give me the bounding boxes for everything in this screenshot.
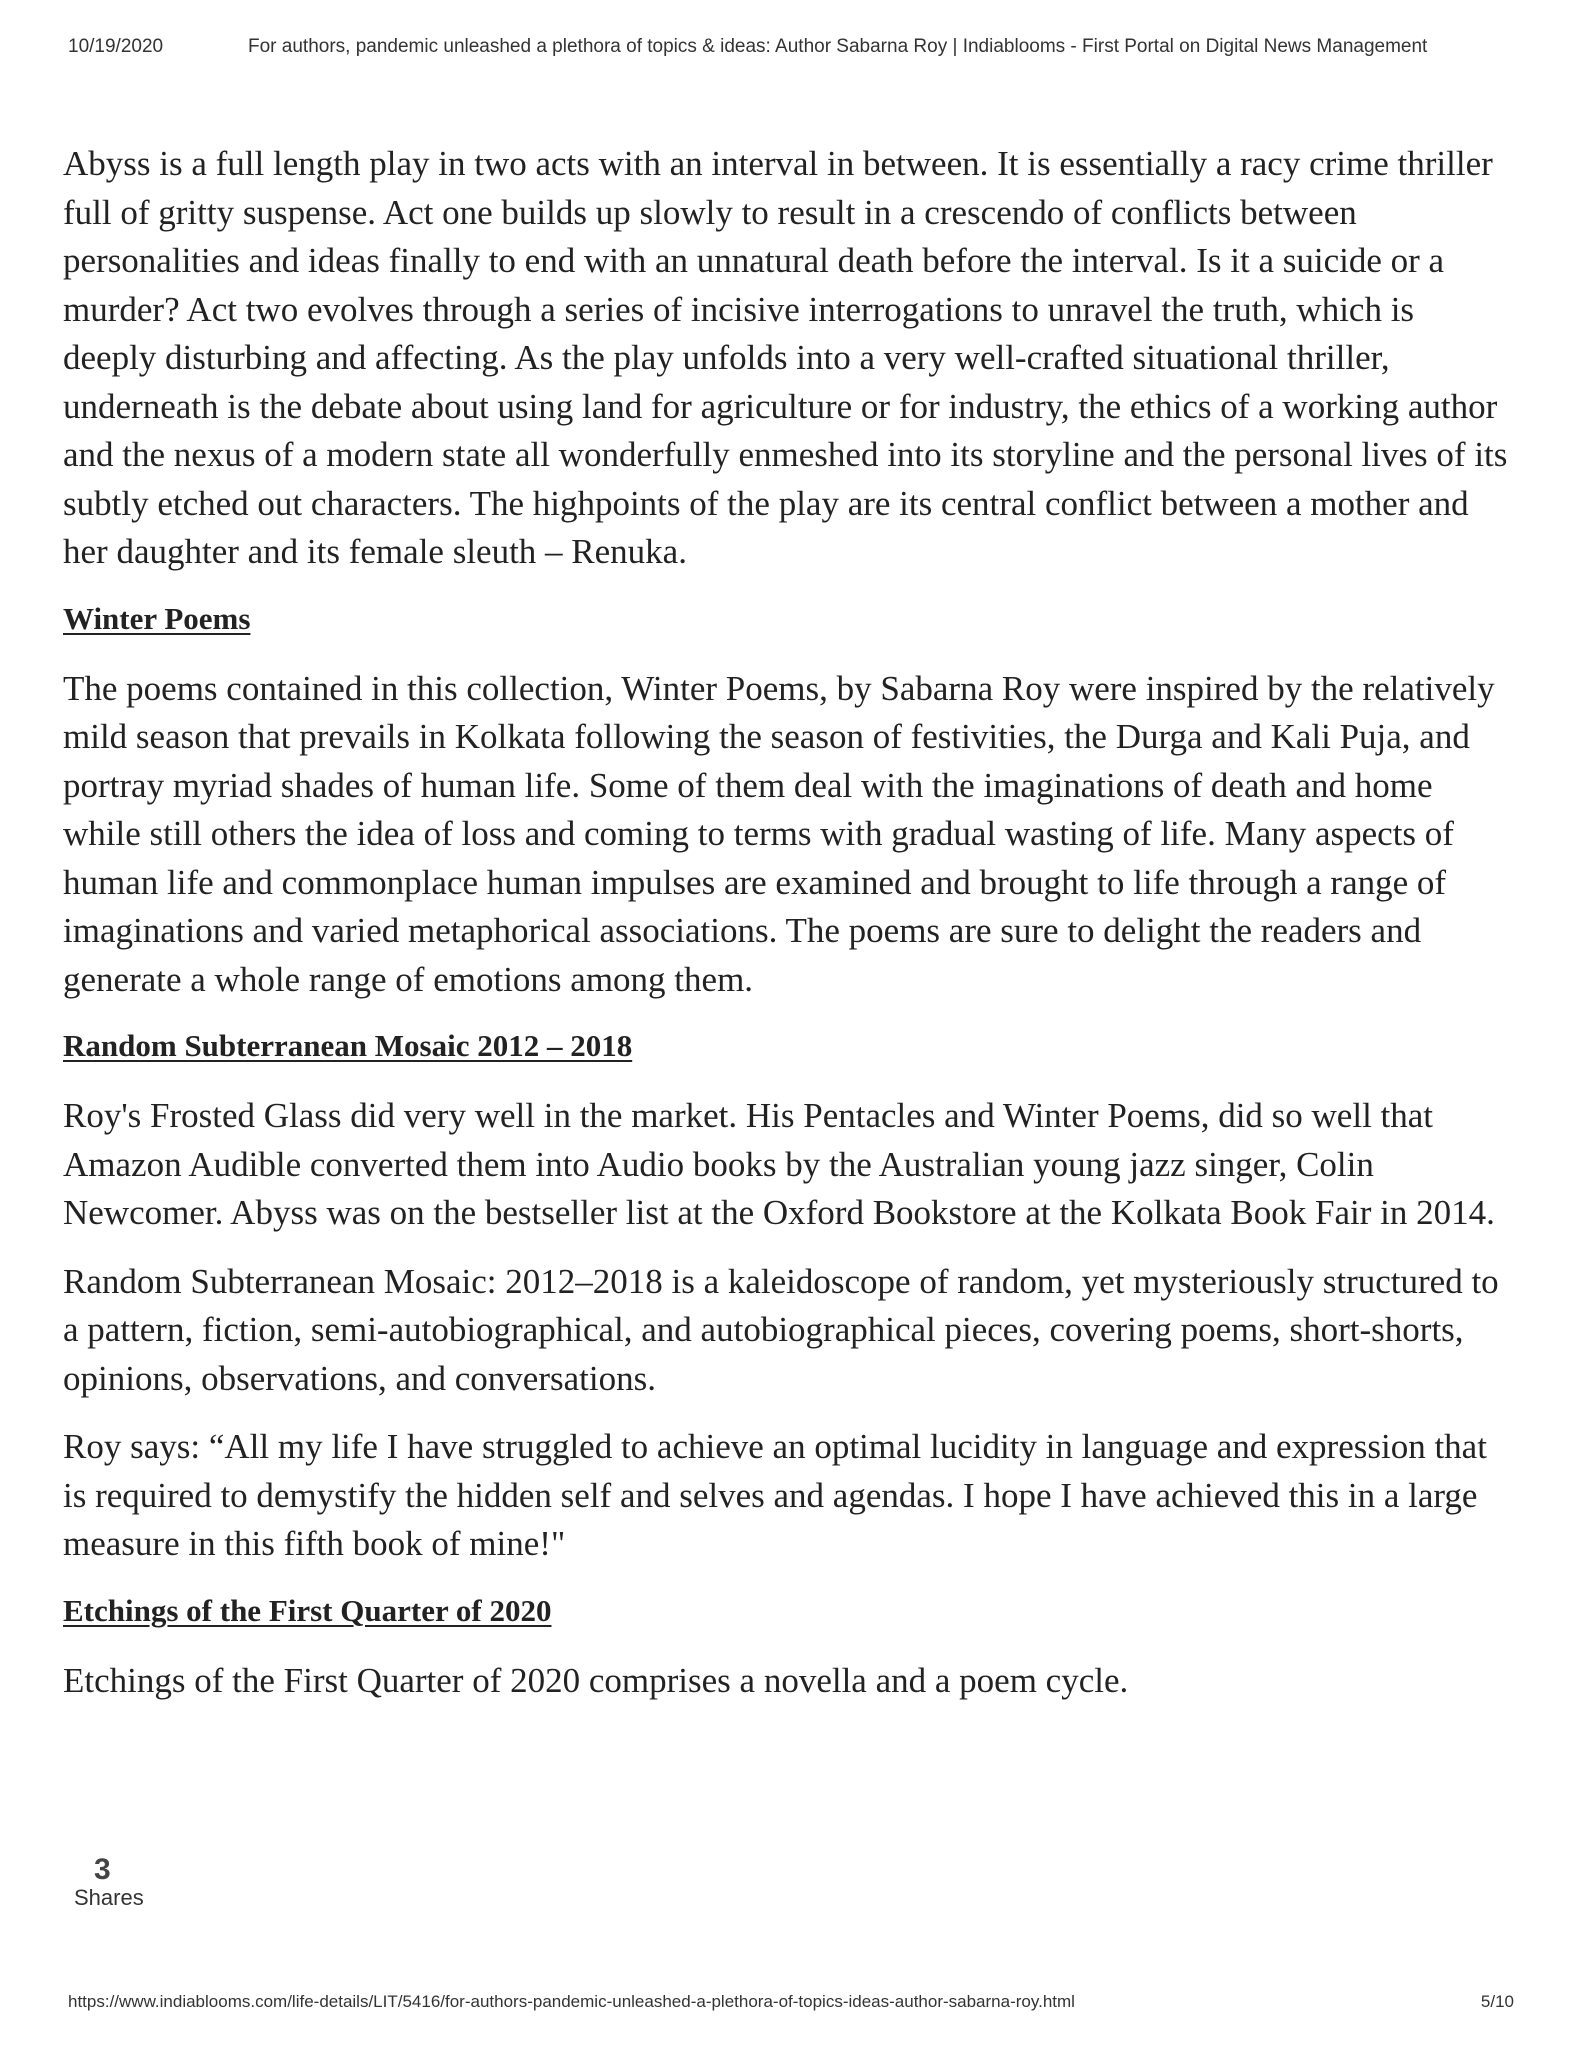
etchings-heading: Etchings of the First Quarter of 2020 bbox=[63, 1592, 552, 1628]
winter-poems-heading: Winter Poems bbox=[63, 600, 251, 636]
page-number: 5/10 bbox=[1480, 1992, 1514, 2011]
article-body bbox=[63, 140, 1513, 1725]
print-url: https://www.indiablooms.com/life-details/LIT/5416/for-authors-pandemic-unleashed-a-plethora-of-topics-ideas-author-sabarna-roy.html bbox=[68, 1992, 1075, 2011]
winter-poems-paragraph: The poems contained in this collection, Winter Poems, by Sabarna Roy were inspired by the relatively mild season that prevails in Kolkata following the season of festivities, the Durga and Kali Puja, and portray myriad shades of human life. Some of them deal with the imaginations of death and home while still others the idea of loss and coming to terms with gradual wasting of life. Many aspects of human life and commonplace human impulses are examined and brought to life through a range of imaginations and varied metaphorical associations. The poems are sure to delight the readers and generate a whole range of emotions among them. bbox=[63, 668, 1495, 999]
mosaic-paragraph-3: Roy says: “All my life I have struggled to achieve an optimal lucidity in language and expression that is required to demystify the hidden self and selves and agendas. I hope I have achieved this in a large measure in this fifth book of mine!" bbox=[63, 1427, 1487, 1563]
share-count: 3 bbox=[94, 1853, 111, 1886]
etchings-paragraph: Etchings of the First Quarter of 2020 comprises a novella and a poem cycle. bbox=[63, 1660, 1129, 1700]
print-date: 10/19/2020 bbox=[68, 36, 164, 57]
print-footer bbox=[68, 1992, 1514, 2022]
mosaic-heading: Random Subterranean Mosaic 2012 – 2018 bbox=[63, 1028, 633, 1063]
share-label: Shares bbox=[74, 1885, 144, 1910]
mosaic-paragraph-2: Random Subterranean Mosaic: 2012–2018 is a kaleidoscope of random, yet mysteriously structured to a pattern, fiction, semi-autobiographical, and autobiographical pieces, covering poems, short-shorts, opinions, observations, and conversations. bbox=[63, 1261, 1499, 1398]
mosaic-paragraph-1: Roy's Frosted Glass did very well in the market. His Pentacles and Winter Poems, did so well that Amazon Audible converted them into Audio books by the Australian young jazz singer, Colin Newcomer. Abyss was on the bestseller list at the Oxford Bookstore at the Kolkata Book Fair in 2014. bbox=[63, 1096, 1495, 1232]
print-page-title: For authors, pandemic unleashed a plethora of topics & ideas: Author Sabarna Roy | Indiablooms - First Portal on Digital News Management bbox=[248, 36, 1428, 57]
print-header bbox=[68, 36, 1514, 66]
share-counter[interactable] bbox=[74, 1855, 144, 1911]
abyss-paragraph: Abyss is a full length play in two acts with an interval in between. It is essentially a racy crime thriller full of gritty suspense. Act one builds up slowly to result in a crescendo of conflicts between personalities and ideas finally to end with an unnatural death before the interval. Is it a suicide or a murder? Act two evolves through a series of incisive interrogations to unravel the truth, which is deeply disturbing and affecting. As the play unfolds into a very well-crafted situational thriller, underneath is the debate about using land for agriculture or for industry, the ethics of a working author and the nexus of a modern state all wonderfully enmeshed into its storyline and the personal lives of its subtly etched out characters. The highpoints of the play are its central conflict between a mother and her daughter and its female sleuth – Renuka. bbox=[63, 144, 1508, 571]
